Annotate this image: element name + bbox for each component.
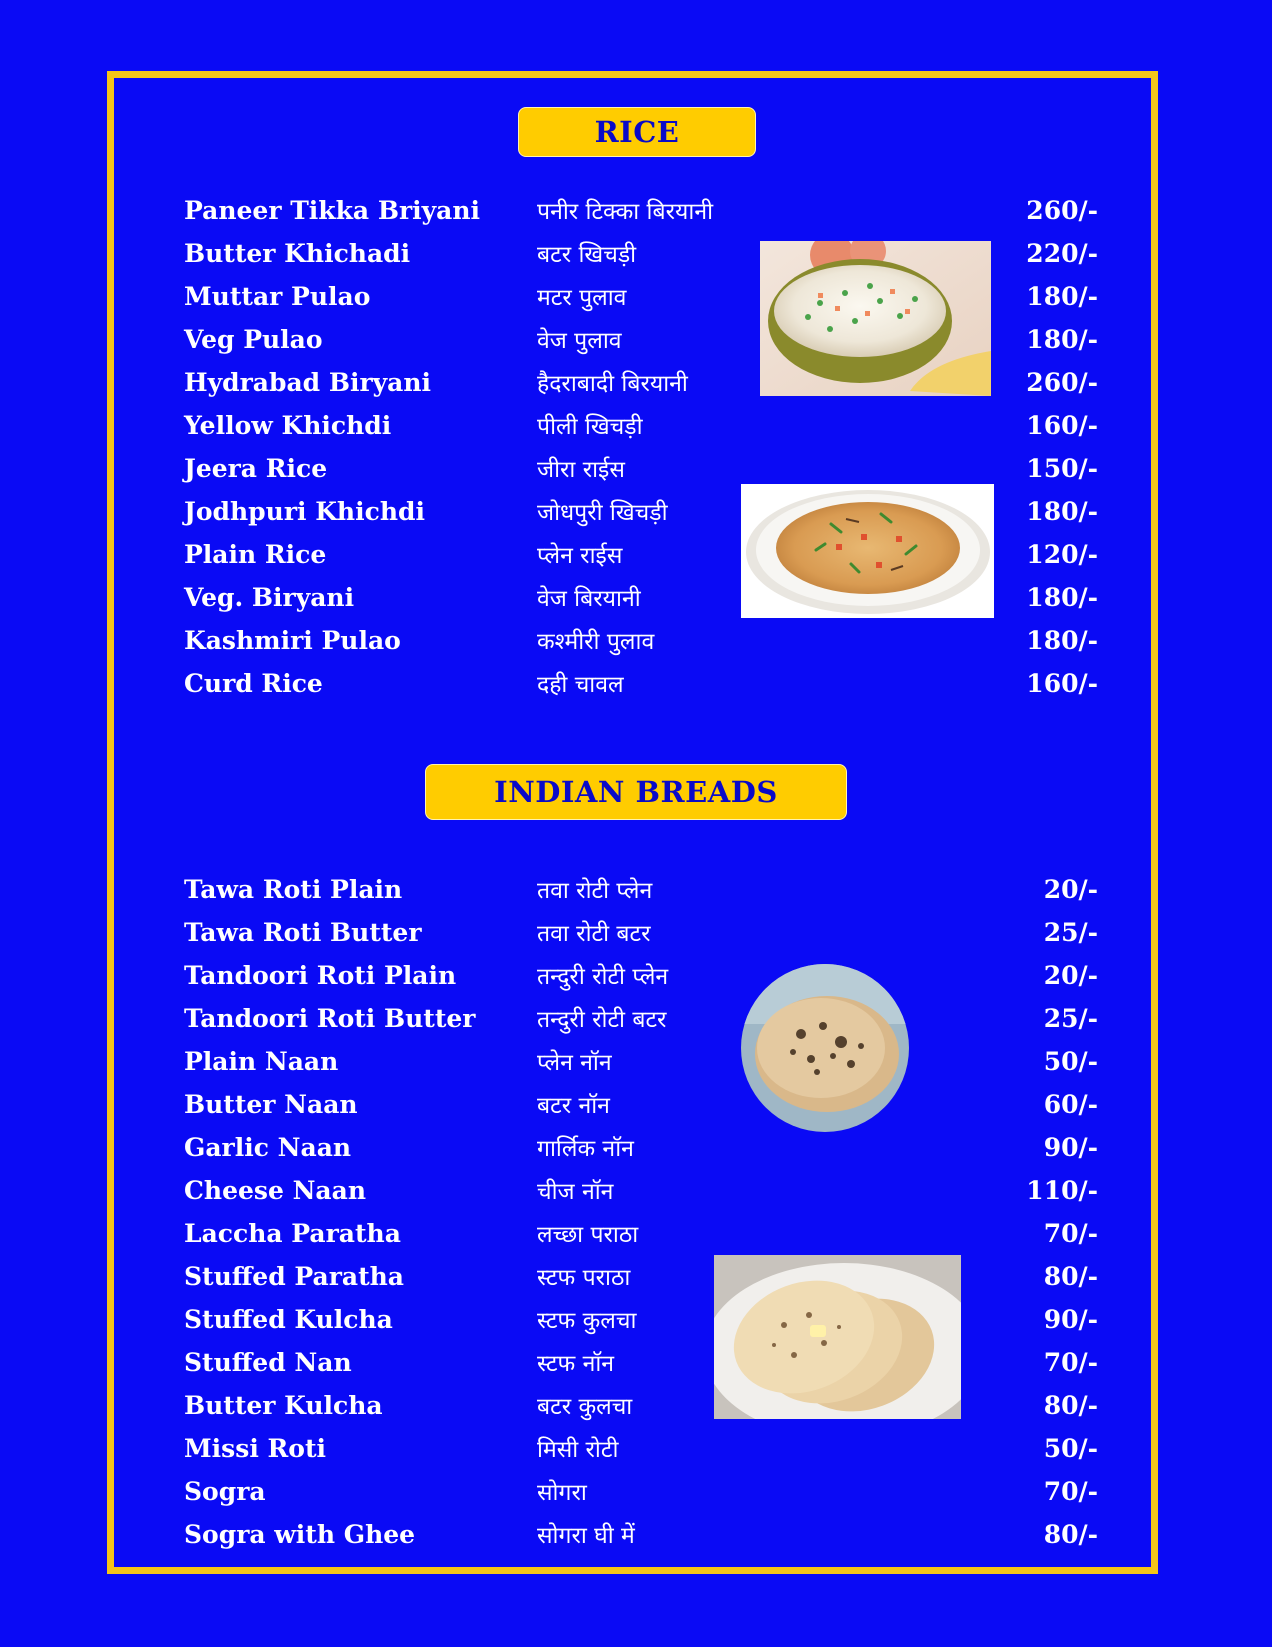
menu-item-row (0, 1047, 1272, 1090)
item-name-hindi: पीली खिचड़ी (537, 414, 643, 440)
item-price: 180/- (1026, 497, 1098, 526)
menu-item-row (0, 368, 1272, 411)
item-name: Butter Khichadi (184, 239, 411, 268)
item-price: 180/- (1026, 282, 1098, 311)
menu-item-row (0, 961, 1272, 1004)
menu-item-row (0, 669, 1272, 712)
menu-item-row (0, 626, 1272, 669)
item-name: Garlic Naan (184, 1133, 352, 1162)
item-name: Kashmiri Pulao (184, 626, 401, 655)
item-name: Butter Kulcha (184, 1391, 383, 1420)
item-price: 70/- (1043, 1348, 1098, 1377)
item-price: 180/- (1026, 583, 1098, 612)
menu-item-row (0, 875, 1272, 918)
item-price: 260/- (1026, 368, 1098, 397)
butter-naan-photo (714, 1255, 961, 1419)
menu-item-row (0, 282, 1272, 325)
item-name-hindi: प्लेन राईस (537, 543, 623, 569)
item-name-hindi: मिसी रोटी (537, 1437, 619, 1463)
item-name-hindi: स्टफ नॉन (537, 1351, 615, 1377)
item-name-hindi: पनीर टिक्का बिरयानी (537, 199, 714, 225)
indian-breads-section-title: INDIAN BREADS (425, 764, 847, 820)
item-name-hindi: सोगरा घी में (537, 1523, 635, 1549)
menu-item-row (0, 1305, 1272, 1348)
item-name: Curd Rice (184, 669, 323, 698)
item-name: Jodhpuri Khichdi (184, 497, 425, 526)
menu-item-row (0, 1434, 1272, 1477)
item-name-hindi: जीरा राईस (537, 457, 625, 483)
menu-item-row (0, 196, 1272, 239)
item-name: Tawa Roti Butter (184, 918, 422, 947)
item-name: Veg Pulao (184, 325, 323, 354)
item-name-hindi: बटर कुलचा (537, 1394, 633, 1420)
item-price: 80/- (1043, 1520, 1098, 1549)
menu-item-row (0, 1219, 1272, 1262)
item-name-hindi: स्टफ कुलचा (537, 1308, 637, 1334)
item-price: 80/- (1043, 1391, 1098, 1420)
item-name: Jeera Rice (184, 454, 328, 483)
item-name-hindi: बटर खिचड़ी (537, 242, 637, 268)
item-price: 50/- (1043, 1434, 1098, 1463)
item-name-hindi: स्टफ पराठा (537, 1265, 631, 1291)
tandoori-roti-photo (741, 964, 909, 1132)
item-name: Yellow Khichdi (184, 411, 392, 440)
item-name: Tandoori Roti Butter (184, 1004, 476, 1033)
rice-salad-photo (760, 241, 991, 396)
item-price: 80/- (1043, 1262, 1098, 1291)
item-name-hindi: तवा रोटी बटर (537, 921, 651, 947)
menu-item-row (0, 1477, 1272, 1520)
item-name: Paneer Tikka Briyani (184, 196, 481, 225)
item-name-hindi: जोधपुरी खिचड़ी (537, 500, 668, 526)
item-price: 180/- (1026, 325, 1098, 354)
item-name: Sogra with Ghee (184, 1520, 416, 1549)
item-name: Stuffed Nan (184, 1348, 352, 1377)
item-price: 60/- (1043, 1090, 1098, 1119)
item-name-hindi: वेज बिरयानी (537, 586, 641, 612)
item-name: Tandoori Roti Plain (184, 961, 457, 990)
menu-item-row (0, 454, 1272, 497)
item-name-hindi: मटर पुलाव (537, 285, 627, 311)
item-name: Stuffed Paratha (184, 1262, 405, 1291)
menu-item-row (0, 1090, 1272, 1133)
item-price: 20/- (1043, 961, 1098, 990)
item-price: 150/- (1026, 454, 1098, 483)
menu-item-row (0, 411, 1272, 454)
item-price: 110/- (1026, 1176, 1098, 1205)
menu-item-row (0, 1133, 1272, 1176)
menu-item-row (0, 1391, 1272, 1434)
menu-item-row (0, 918, 1272, 961)
item-price: 160/- (1026, 411, 1098, 440)
item-name-hindi: दही चावल (537, 672, 624, 698)
item-name-hindi: लच्छा पराठा (537, 1222, 639, 1248)
item-name: Missi Roti (184, 1434, 327, 1463)
item-price: 20/- (1043, 875, 1098, 904)
menu-item-row (0, 497, 1272, 540)
item-name-hindi: तन्दुरी रोटी बटर (537, 1007, 667, 1033)
menu-item-row (0, 1262, 1272, 1305)
item-name: Butter Naan (184, 1090, 358, 1119)
item-name: Hydrabad Biryani (184, 368, 432, 397)
item-name: Stuffed Kulcha (184, 1305, 393, 1334)
item-price: 160/- (1026, 669, 1098, 698)
rice-section-title: RICE (518, 107, 756, 157)
item-price: 120/- (1026, 540, 1098, 569)
menu-item-row (0, 1176, 1272, 1219)
menu-item-row (0, 1520, 1272, 1563)
item-name: Muttar Pulao (184, 282, 371, 311)
item-price: 90/- (1043, 1305, 1098, 1334)
menu-item-row (0, 239, 1272, 282)
item-price: 70/- (1043, 1219, 1098, 1248)
item-name: Tawa Roti Plain (184, 875, 403, 904)
item-price: 25/- (1043, 918, 1098, 947)
item-name: Plain Naan (184, 1047, 339, 1076)
item-price: 25/- (1043, 1004, 1098, 1033)
item-name-hindi: बटर नॉन (537, 1093, 610, 1119)
item-name: Laccha Paratha (184, 1219, 401, 1248)
item-name-hindi: तन्दुरी रोटी प्लेन (537, 964, 669, 990)
item-name-hindi: वेज पुलाव (537, 328, 622, 354)
item-price: 50/- (1043, 1047, 1098, 1076)
item-name: Veg. Biryani (184, 583, 355, 612)
item-name: Cheese Naan (184, 1176, 366, 1205)
item-name: Plain Rice (184, 540, 327, 569)
item-price: 70/- (1043, 1477, 1098, 1506)
item-price: 90/- (1043, 1133, 1098, 1162)
item-price: 220/- (1026, 239, 1098, 268)
menu-item-row (0, 583, 1272, 626)
item-name-hindi: तवा रोटी प्लेन (537, 878, 653, 904)
item-price: 180/- (1026, 626, 1098, 655)
menu-item-row (0, 1004, 1272, 1047)
item-name-hindi: प्लेन नॉन (537, 1050, 612, 1076)
menu-item-row (0, 540, 1272, 583)
item-name-hindi: चीज नॉन (537, 1179, 614, 1205)
item-name-hindi: सोगरा (537, 1480, 587, 1506)
item-price: 260/- (1026, 196, 1098, 225)
item-name-hindi: हैदराबादी बिरयानी (537, 371, 688, 397)
item-name-hindi: गार्लिक नॉन (537, 1136, 634, 1162)
biryani-photo (741, 484, 994, 618)
item-name: Sogra (184, 1477, 266, 1506)
menu-item-row (0, 325, 1272, 368)
menu-item-row (0, 1348, 1272, 1391)
item-name-hindi: कश्मीरी पुलाव (537, 629, 655, 655)
